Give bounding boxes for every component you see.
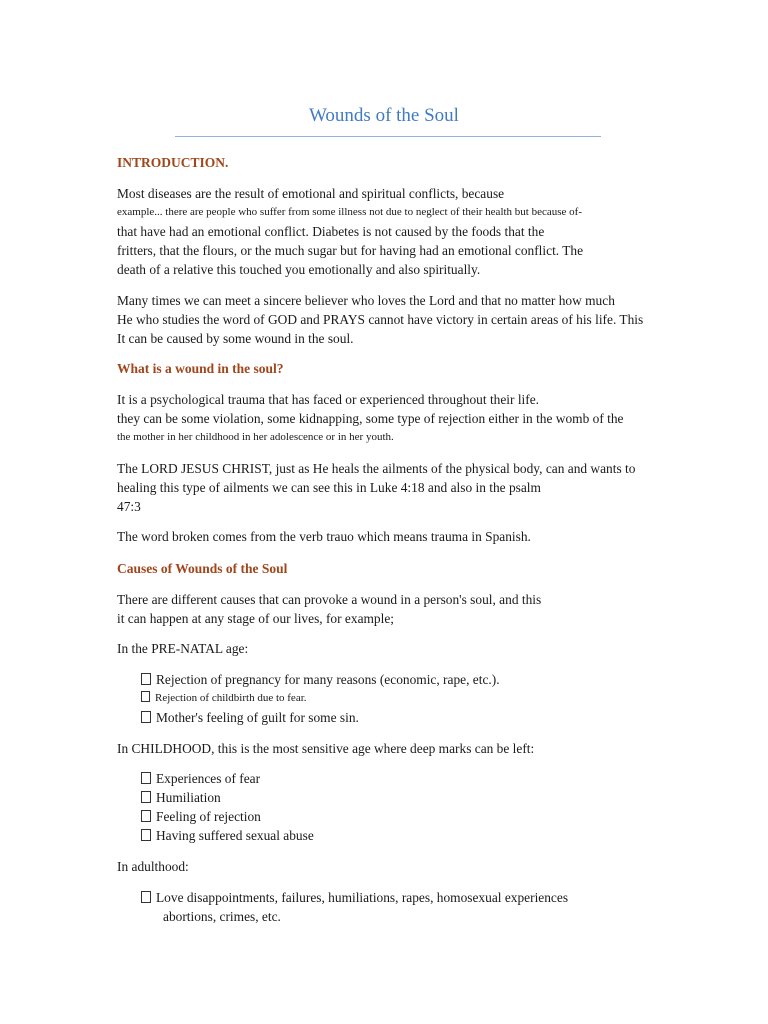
list-item-text: Feeling of rejection: [156, 809, 261, 824]
bullet-box-icon: [141, 829, 151, 841]
intro-line: fritters, that the flours, or the much sugar but for having had an emotional conflict. The: [117, 243, 584, 258]
paragraph-line: healing this type of ailments we can see this in Luke 4:18 and also in the psalm: [117, 480, 541, 495]
list-item-text: Experiences of fear: [156, 771, 261, 786]
list-item: [141, 708, 359, 727]
intro-line: Most diseases are the result of emotional and spiritual conflicts, because: [117, 186, 505, 201]
paragraph-line: It is a psychological trauma that has faced or experienced throughout their life.: [117, 392, 540, 407]
list-item-text: Humiliation: [156, 790, 221, 805]
page-title: Wounds of the Soul: [309, 105, 459, 126]
childhood-label: In CHILDHOOD, this is the most sensitive age where deep marks can be left:: [117, 741, 535, 756]
paragraph-line: The word broken comes from the verb trauo which means trauma in Spanish.: [117, 529, 531, 544]
intro-line: example... there are people who suffer from some illness not due to neglect of their health but because of-: [117, 206, 582, 218]
list-item: [141, 788, 221, 807]
list-item-text: Love disappointments, failures, humiliations, rapes, homosexual experiences: [156, 890, 569, 905]
paragraph-line: He who studies the word of GOD and PRAYS cannot have victory in certain areas of his life. This: [117, 312, 644, 327]
paragraph-line: It can be caused by some wound in the soul.: [117, 331, 354, 346]
list-item: [141, 670, 500, 689]
prenatal-label: In the PRE-NATAL age:: [117, 641, 249, 656]
bullet-box-icon: [141, 691, 150, 702]
list-item-continuation: abortions, crimes, etc.: [163, 909, 281, 924]
bullet-box-icon: [141, 711, 151, 723]
wound-heading: What is a wound in the soul?: [117, 361, 284, 376]
causes-heading: Causes of Wounds of the Soul: [117, 561, 288, 576]
paragraph-line: 47:3: [117, 499, 141, 514]
list-item: [141, 689, 307, 708]
intro-heading: INTRODUCTION.: [117, 155, 229, 170]
list-item-text: Rejection of childbirth due to fear.: [155, 692, 307, 704]
list-item: [141, 888, 568, 907]
paragraph-line: they can be some violation, some kidnapping, some type of rejection either in the womb of the: [117, 411, 624, 426]
paragraph-line: it can happen at any stage of our lives, for example;: [117, 611, 395, 626]
bullet-box-icon: [141, 891, 151, 903]
bullet-box-icon: [141, 673, 151, 685]
list-item: [141, 807, 261, 826]
list-item-text: Rejection of pregnancy for many reasons (economic, rape, etc.).: [156, 672, 500, 687]
title-underline: [175, 136, 601, 137]
paragraph-line: There are different causes that can provoke a wound in a person's soul, and this: [117, 592, 542, 607]
bullet-box-icon: [141, 810, 151, 822]
intro-line: death of a relative this touched you emotionally and also spiritually.: [117, 262, 481, 277]
intro-line: that have had an emotional conflict. Diabetes is not caused by the foods that the: [117, 224, 545, 239]
paragraph-line: The LORD JESUS CHRIST, just as He heals the ailments of the physical body, can and wants to: [117, 461, 636, 476]
list-item-text: Mother's feeling of guilt for some sin.: [156, 710, 359, 725]
bullet-box-icon: [141, 791, 151, 803]
paragraph-line: Many times we can meet a sincere believer who loves the Lord and that no matter how much: [117, 293, 615, 308]
adulthood-label: In adulthood:: [117, 859, 189, 874]
bullet-box-icon: [141, 772, 151, 784]
list-item: [141, 826, 314, 845]
paragraph-line: the mother in her childhood in her adolescence or in her youth.: [117, 431, 394, 443]
list-item: [141, 769, 260, 788]
list-item-text: Having suffered sexual abuse: [156, 828, 314, 843]
